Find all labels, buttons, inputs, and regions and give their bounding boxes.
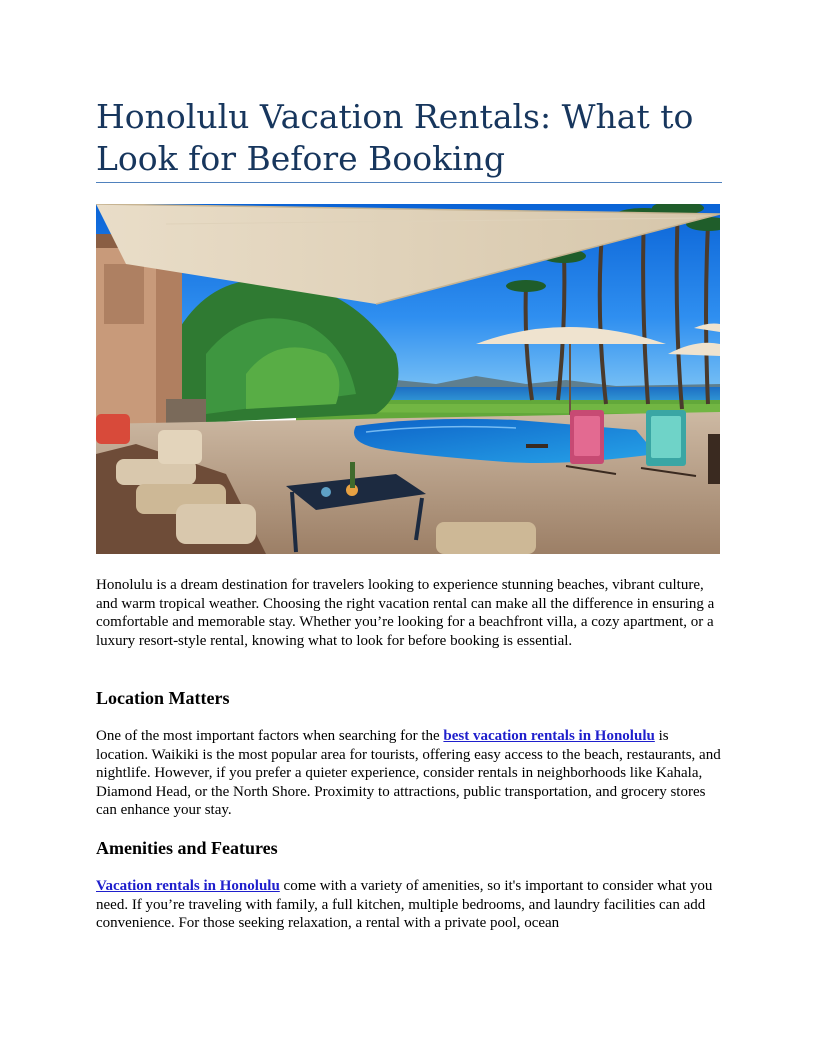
location-paragraph: [96, 727, 722, 820]
location-text-before: One of the most important factors when searching for the: [96, 728, 444, 744]
amenities-text-after: come with a variety of amenities, so it's important to consider what you need. If you’re traveling with family, a full kitchen, multiple bedrooms, and laundry facilities can add convenience. For those seeking relaxation, a rental with a private pool, ocean: [96, 878, 713, 932]
location-text-after: is location. Waikiki is the most popular area for tourists, offering easy access to the beach, restaurants, and nightlife. However, if you prefer a quieter experience, consider rentals in neighborhoods like Kahala, Diamond Head, or the North Shore. Proximity to attractions, public transportation, and grocery stores can enhance your stay.: [96, 728, 721, 819]
vacation-rentals-link[interactable]: Vacation rentals in Honolulu: [96, 878, 280, 894]
title-underline-divider: [96, 182, 722, 183]
section-heading-location: Location Matters: [96, 688, 230, 708]
intro-paragraph: Honolulu is a dream destination for travelers looking to experience stunning beaches, vibrant culture, and warm tropical weather. Choosing the right vacation rental can make all the difference in ensuring a comfortable and memorable stay. Whether you’re looking for a beachfront villa, a cozy apartment, or a luxury resort-style rental, knowing what to look for before booking is essential.: [96, 577, 715, 649]
amenities-paragraph: [96, 877, 722, 933]
hero-photo-patio-pool: [96, 204, 720, 554]
section-heading-amenities: Amenities and Features: [96, 838, 278, 858]
best-vacation-rentals-link[interactable]: best vacation rentals in Honolulu: [443, 728, 655, 744]
page-title: Honolulu Vacation Rentals: What to Look for Before Booking: [96, 97, 694, 178]
